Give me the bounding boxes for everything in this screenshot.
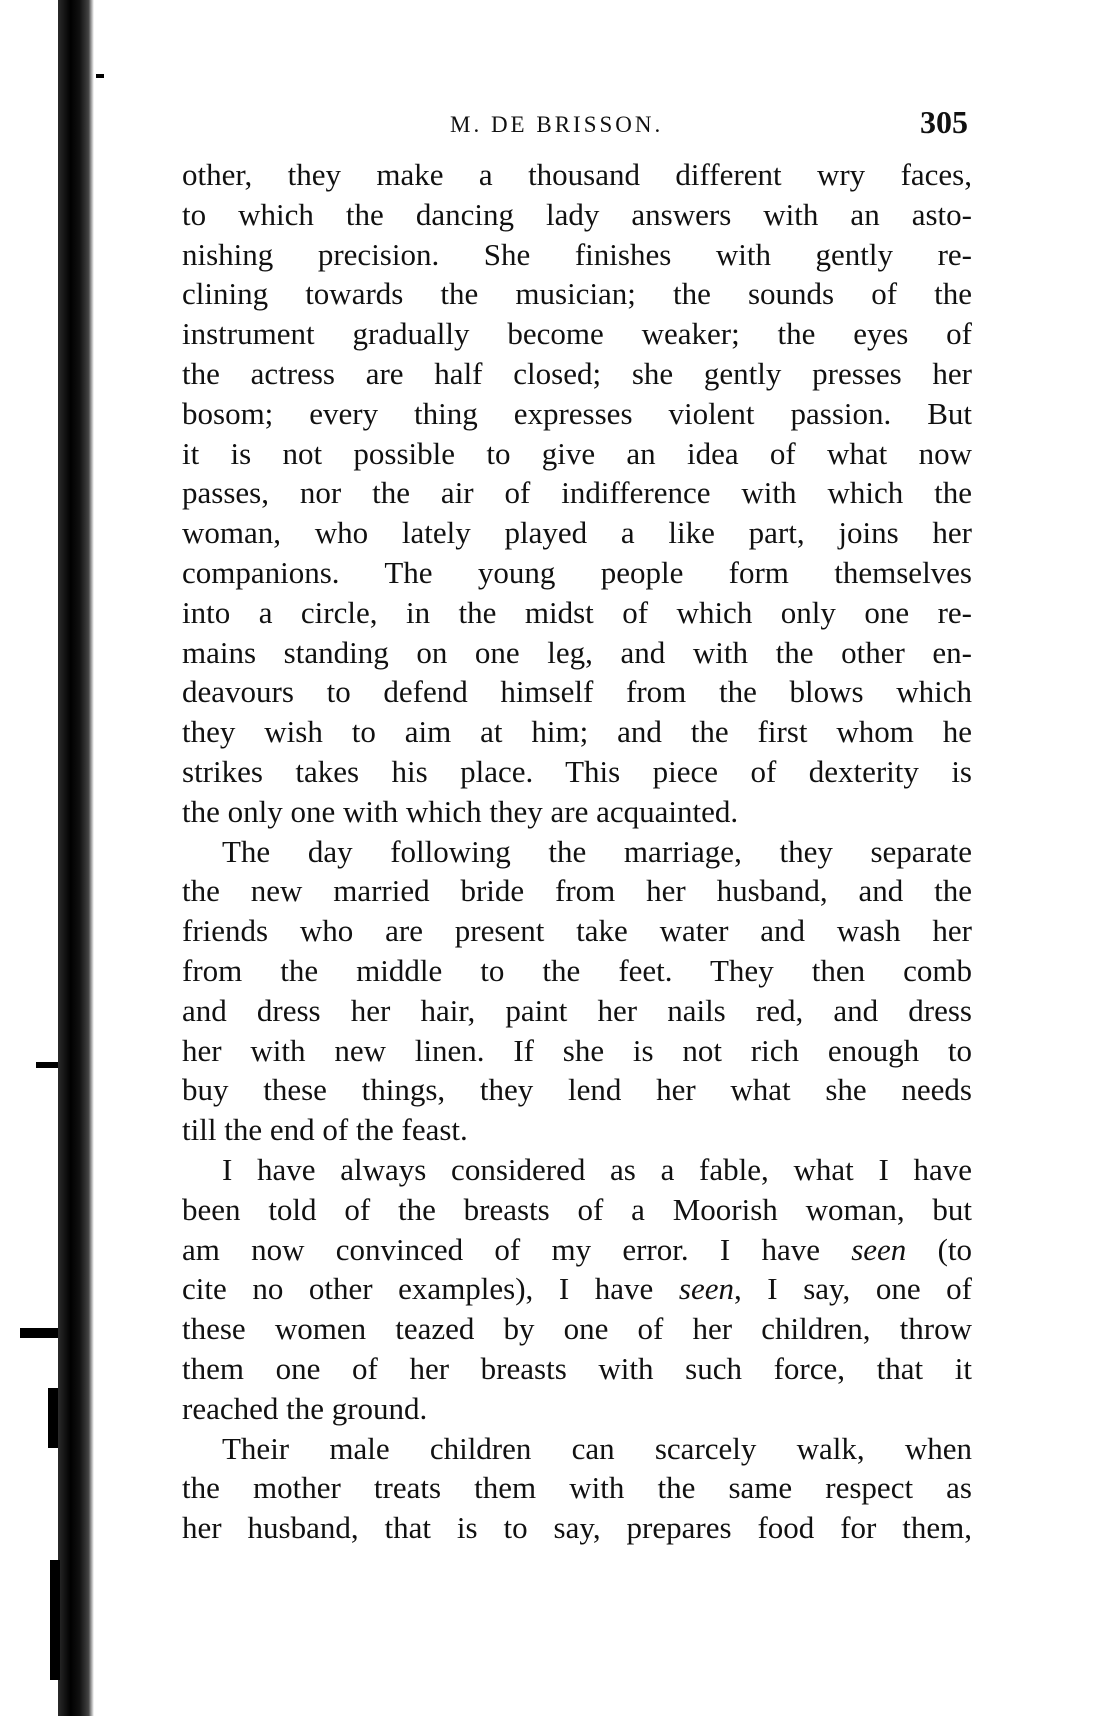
text-line: reached the ground.	[182, 1390, 428, 1426]
text-line: from the middle to the feet. They then comb	[182, 952, 972, 988]
text-line: Their male children can scarcely walk, when	[222, 1430, 972, 1466]
text-line: to which the dancing lady answers with an asto-	[182, 196, 972, 232]
binding-mark	[36, 1062, 58, 1068]
text-line: the actress are half closed; she gently presses her	[182, 355, 972, 391]
text-line: these women teazed by one of her children, throw	[182, 1311, 972, 1347]
text-line: cite no other examples), I have seen, I say, one of	[182, 1271, 972, 1307]
text-line: mains standing on one leg, and with the other en-	[182, 634, 972, 670]
body-text	[182, 155, 972, 1548]
text-line: buy these things, they lend her what she needs	[182, 1072, 972, 1108]
text-line: the mother treats them with the same respect as	[182, 1470, 972, 1506]
text-line: deavours to defend himself from the blows which	[182, 674, 972, 710]
text-line: bosom; every thing expresses violent passion. But	[182, 395, 972, 431]
page-header	[182, 104, 968, 144]
text-line: friends who are present take water and wash her	[182, 913, 972, 949]
text-line: woman, who lately played a like part, joins her	[182, 515, 972, 551]
binding-gutter	[58, 0, 94, 1716]
text-line: instrument gradually become weaker; the eyes of	[182, 316, 972, 352]
page-number: 305	[920, 104, 968, 140]
text-line: clining towards the musician; the sounds of the	[182, 276, 972, 312]
text-line: strikes takes his place. This piece of dexterity is	[182, 753, 972, 789]
text-line: nishing precision. She finishes with gently re-	[182, 236, 972, 272]
text-line: companions. The young people form themselves	[182, 554, 972, 590]
text-line: the new married bride from her husband, and the	[182, 873, 972, 909]
text-line: and dress her hair, paint her nails red, and dress	[182, 992, 972, 1028]
text-line: till the end of the feast.	[182, 1112, 468, 1148]
text-line: other, they make a thousand different wry faces,	[182, 157, 972, 192]
text-line: the only one with which they are acquainted.	[182, 793, 739, 829]
running-title: M. DE BRISSON.	[450, 112, 664, 137]
binding-mark	[50, 1560, 60, 1680]
text-line: her husband, that is to say, prepares food for them,	[182, 1510, 972, 1546]
text-line: they wish to aim at him; and the first whom he	[182, 714, 972, 750]
binding-mark	[96, 74, 104, 78]
text-line: passes, nor the air of indifference with which the	[182, 475, 972, 511]
text-line: her with new linen. If she is not rich enough to	[182, 1032, 972, 1068]
text-line: been told of the breasts of a Moorish woman, but	[182, 1191, 972, 1227]
text-line: them one of her breasts with such force, that it	[182, 1350, 972, 1386]
text-line: it is not possible to give an idea of what now	[182, 435, 972, 471]
binding-mark	[48, 1388, 58, 1448]
text-line: I have always considered as a fable, what I have	[222, 1151, 972, 1187]
text-line: am now convinced of my error. I have seen (to	[182, 1231, 972, 1267]
text-line: into a circle, in the midst of which only one re-	[182, 594, 972, 630]
binding-mark	[20, 1328, 58, 1338]
text-line: The day following the marriage, they separate	[222, 833, 972, 869]
